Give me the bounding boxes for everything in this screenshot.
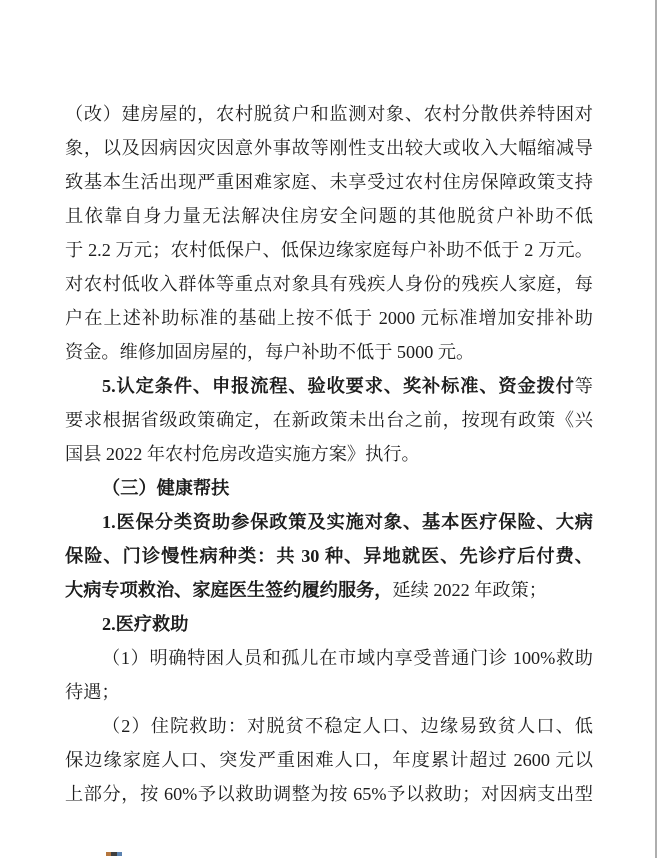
text-run: 于 2.2 万元；农村低保户、低保边缘家庭每户补助不低于 2 万元。 [65, 240, 593, 260]
text-run: 象，以及因病因灾因意外事故等刚性支出较大或收入大幅缩减导 [65, 138, 593, 158]
text-line [65, 539, 593, 573]
text-line [65, 97, 593, 131]
text-run-bold: 大病专项救治、家庭医生签约履约服务， [65, 580, 393, 600]
text-run: 对农村低收入群体等重点对象具有残疾人身份的残疾人家庭，每 [65, 274, 593, 294]
text-run: 等 [574, 376, 593, 396]
text-line [65, 131, 593, 165]
text-run-bold: 1.医保分类资助参保政策及实施对象、基本医疗保险、大病 [102, 512, 593, 532]
text-run-bold: 5.认定条件、申报流程、验收要求、奖补标准、资金拨付 [102, 376, 575, 396]
text-run: 致基本生活出现严重困难家庭、未享受过农村住房保障政策支持 [65, 172, 593, 192]
text-line [65, 641, 593, 675]
text-line [65, 743, 593, 777]
text-run-bold: 2.医疗救助 [102, 614, 189, 634]
text-line [65, 199, 593, 233]
text-line [65, 301, 593, 335]
page-bottom-artifact [106, 852, 122, 856]
text-line [65, 165, 593, 199]
text-run: 资金。维修加固房屋的，每户补助不低于 5000 元。 [65, 342, 475, 362]
text-line [65, 471, 593, 505]
text-run: 延续 2022 年政策； [392, 580, 547, 600]
text-run: 且依靠自身力量无法解决住房安全问题的其他脱贫户补助不低 [65, 206, 593, 226]
text-run-bold: 保险、门诊慢性病种类：共 30 种、异地就医、先诊疗后付费、 [65, 546, 593, 566]
text-run: （1）明确特困人员和孤儿在市域内享受普通门诊 100%救助 [102, 648, 593, 668]
text-run: （改）建房屋的，农村脱贫户和监测对象、农村分散供养特困对 [65, 104, 593, 124]
text-run: 上部分，按 60%予以救助调整为按 65%予以救助；对因病支出型 [65, 784, 593, 804]
text-line [65, 335, 593, 369]
text-line [65, 233, 593, 267]
text-line [65, 437, 593, 471]
text-run-bold: （三）健康帮扶 [102, 478, 230, 498]
text-line [65, 505, 593, 539]
text-run: 待遇； [65, 682, 120, 702]
text-run: 保边缘家庭人口、突发严重困难人口，年度累计超过 2600 元以 [65, 750, 593, 770]
text-line [65, 267, 593, 301]
text-line [65, 369, 593, 403]
text-line [65, 573, 593, 607]
artifact-segment [117, 852, 122, 856]
text-line [65, 709, 593, 743]
text-line [65, 777, 593, 811]
text-line [65, 675, 593, 709]
text-run: 户在上述补助标准的基础上按不低于 2000 元标准增加安排补助 [65, 308, 593, 328]
text-line [65, 607, 593, 641]
document-text [65, 97, 593, 811]
text-run: （2）住院救助：对脱贫不稳定人口、边缘易致贫人口、低 [102, 716, 593, 736]
text-line [65, 403, 593, 437]
text-run: 要求根据省级政策确定，在新政策未出台之前，按现有政策《兴 [65, 410, 593, 430]
window-right-edge [655, 0, 657, 858]
text-run: 国县 2022 年农村危房改造实施方案》执行。 [65, 444, 420, 464]
